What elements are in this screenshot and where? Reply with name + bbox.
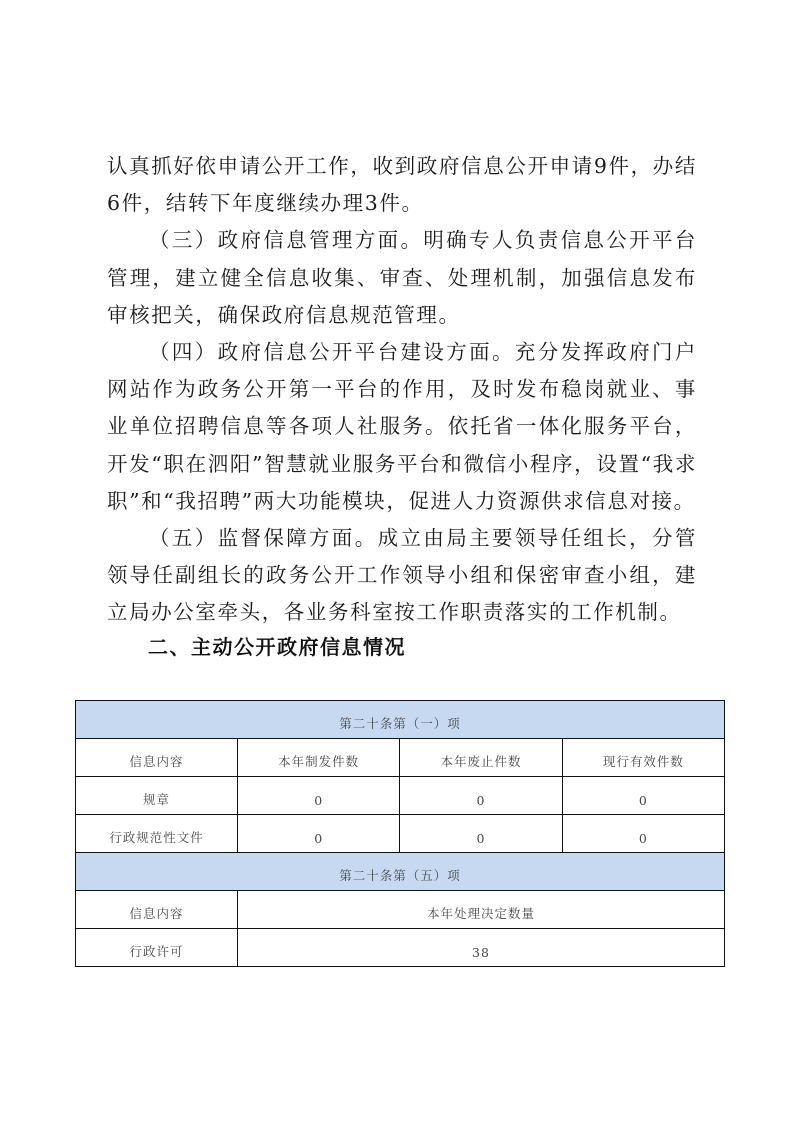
table-cell: 38 [238, 929, 725, 967]
section5-title-row [76, 853, 725, 891]
paragraph-supervision: （五）监督保障方面。成立由局主要领导任组长，分管领导任副组长的政务公开工作领导小组和保密审查小组，建立局办公室牵头，各业务科室按工作职责落实的工作机制。 [107, 526, 697, 625]
row-label: 行政规范性文件 [76, 815, 238, 853]
header-cell: 本年废止件数 [400, 739, 562, 777]
header-cell: 现行有效件数 [562, 739, 724, 777]
section1-header-row [76, 739, 725, 777]
paragraph-platform-building: （四）政府信息公开平台建设方面。充分发挥政府门户网站作为政务公开第一平台的作用，及时发布稳岗就业、事业单位招聘信息等各项人社服务。依托省一体化服务平台，开发“职在泗阳”智慧就业服务平台和微信小程序，设置“我求职”和“我招聘”两大功能模块，促进人力资源供求信息对接。 [107, 340, 697, 513]
section1-title-row [76, 701, 725, 739]
header-cell: 本年处理决定数量 [238, 891, 725, 929]
table-cell: 0 [400, 815, 562, 853]
header-cell: 信息内容 [76, 739, 238, 777]
section5-title: 第二十条第（五）项 [76, 853, 725, 891]
table-row [76, 777, 725, 815]
table-cell: 0 [400, 777, 562, 815]
table-cell: 0 [238, 777, 400, 815]
section5-header-row [76, 891, 725, 929]
body-text [107, 148, 697, 632]
row-label: 行政许可 [76, 929, 238, 967]
paragraph-1: 认真抓好依申请公开工作，收到政府信息公开申请9件，办结6件，结转下年度继续办理3件。 [107, 154, 697, 216]
header-cell: 本年制发件数 [238, 739, 400, 777]
paragraph-info-management: （三）政府信息管理方面。明确专人负责信息公开平台管理，建立健全信息收集、审查、处理机制，加强信息发布审核把关，确保政府信息规范管理。 [107, 228, 697, 327]
header-cell: 信息内容 [76, 891, 238, 929]
table-cell: 0 [238, 815, 400, 853]
section1-title: 第二十条第（一）项 [76, 701, 725, 739]
table-row [76, 815, 725, 853]
section-heading: 二、主动公开政府信息情况 [148, 635, 406, 659]
table-row [76, 929, 725, 967]
row-label: 规章 [76, 777, 238, 815]
table-cell: 0 [562, 777, 724, 815]
table-cell: 0 [562, 815, 724, 853]
info-disclosure-table [75, 700, 725, 967]
